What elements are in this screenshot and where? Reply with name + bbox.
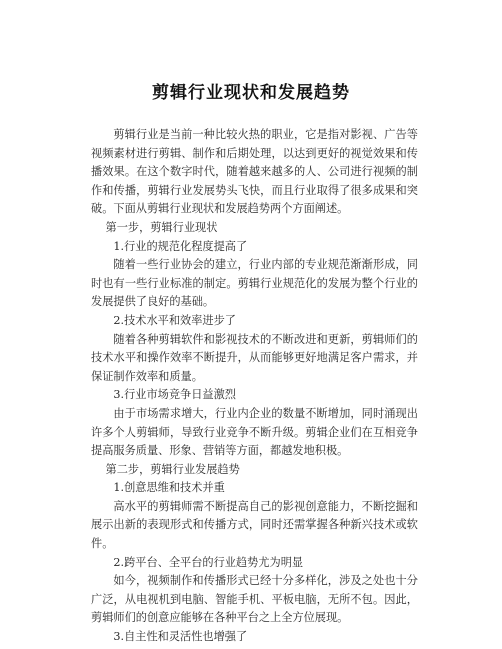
document-title: 剪辑行业现状和发展趋势	[152, 83, 350, 103]
paragraph-creativity: 高水平的剪辑师需不断提高自己的影视创意能力，不断挖掘和展示出新的表现形式和传播方式，同时还需掌握各种新兴技术或软件。	[91, 499, 418, 551]
subheading-competition: 3.行业市场竞争日益激烈	[113, 388, 236, 402]
subheading-creativity: 1.创意思维和技术并重	[113, 481, 225, 495]
paragraph-standardization: 随着一些行业协会的建立，行业内部的专业规范渐渐形成，同时也有一些行业标准的制定。剪辑行业规范化的发展为整个行业的发展提供了良好的基础。	[91, 258, 418, 309]
subheading-standardization: 1.行业的规范化程度提高了	[113, 239, 248, 253]
paragraph-competition: 由于市场需求增大，行业内企业的数量不断增加，同时涌现出许多个人剪辑师，导致行业竞争不断升级。剪辑企业们在互相竞争提高服务质量、形象、营销等方面，都越发地积极。	[91, 406, 418, 458]
paragraph-cross-platform: 如今，视频制作和传播形式已经十分多样化，涉及之处也十分广泛，从电视机到电脑、智能手机、平板电脑，无所不包。因此，剪辑师们的创意应能够在各种平台之上全方位展现。	[91, 574, 418, 625]
subheading-technology: 2.技术水平和效率进步了	[113, 313, 236, 327]
paragraph-technology: 随着各种剪辑软件和影视技术的不断改进和更新，剪辑师们的技术水平和操作效率不断提升，从而能够更好地满足客户需求，并保证制作效率和质量。	[91, 332, 418, 383]
section-heading-current-status: 第一步，剪辑行业现状	[105, 220, 218, 234]
subheading-cross-platform: 2.跨平台、全平台的行业趋势尤为明显	[113, 555, 304, 569]
intro-paragraph: 剪辑行业是当前一种比较火热的职业，它是指对影视、广告等视频素材进行剪辑、制作和后期处理，以达到更好的视觉效果和传播效果。在这个数字时代，随着越来越多的人、公司进行视频的制作和传播，剪辑行业发展势头飞快，而且行业取得了很多成果和突破。下面从剪辑行业现状和发展趋势两个方面阐述。	[91, 128, 418, 216]
document-body	[91, 126, 418, 647]
subheading-autonomy: 3.自主性和灵活性也增强了	[113, 630, 248, 644]
section-heading-trends: 第二步，剪辑行业发展趋势	[105, 462, 240, 476]
